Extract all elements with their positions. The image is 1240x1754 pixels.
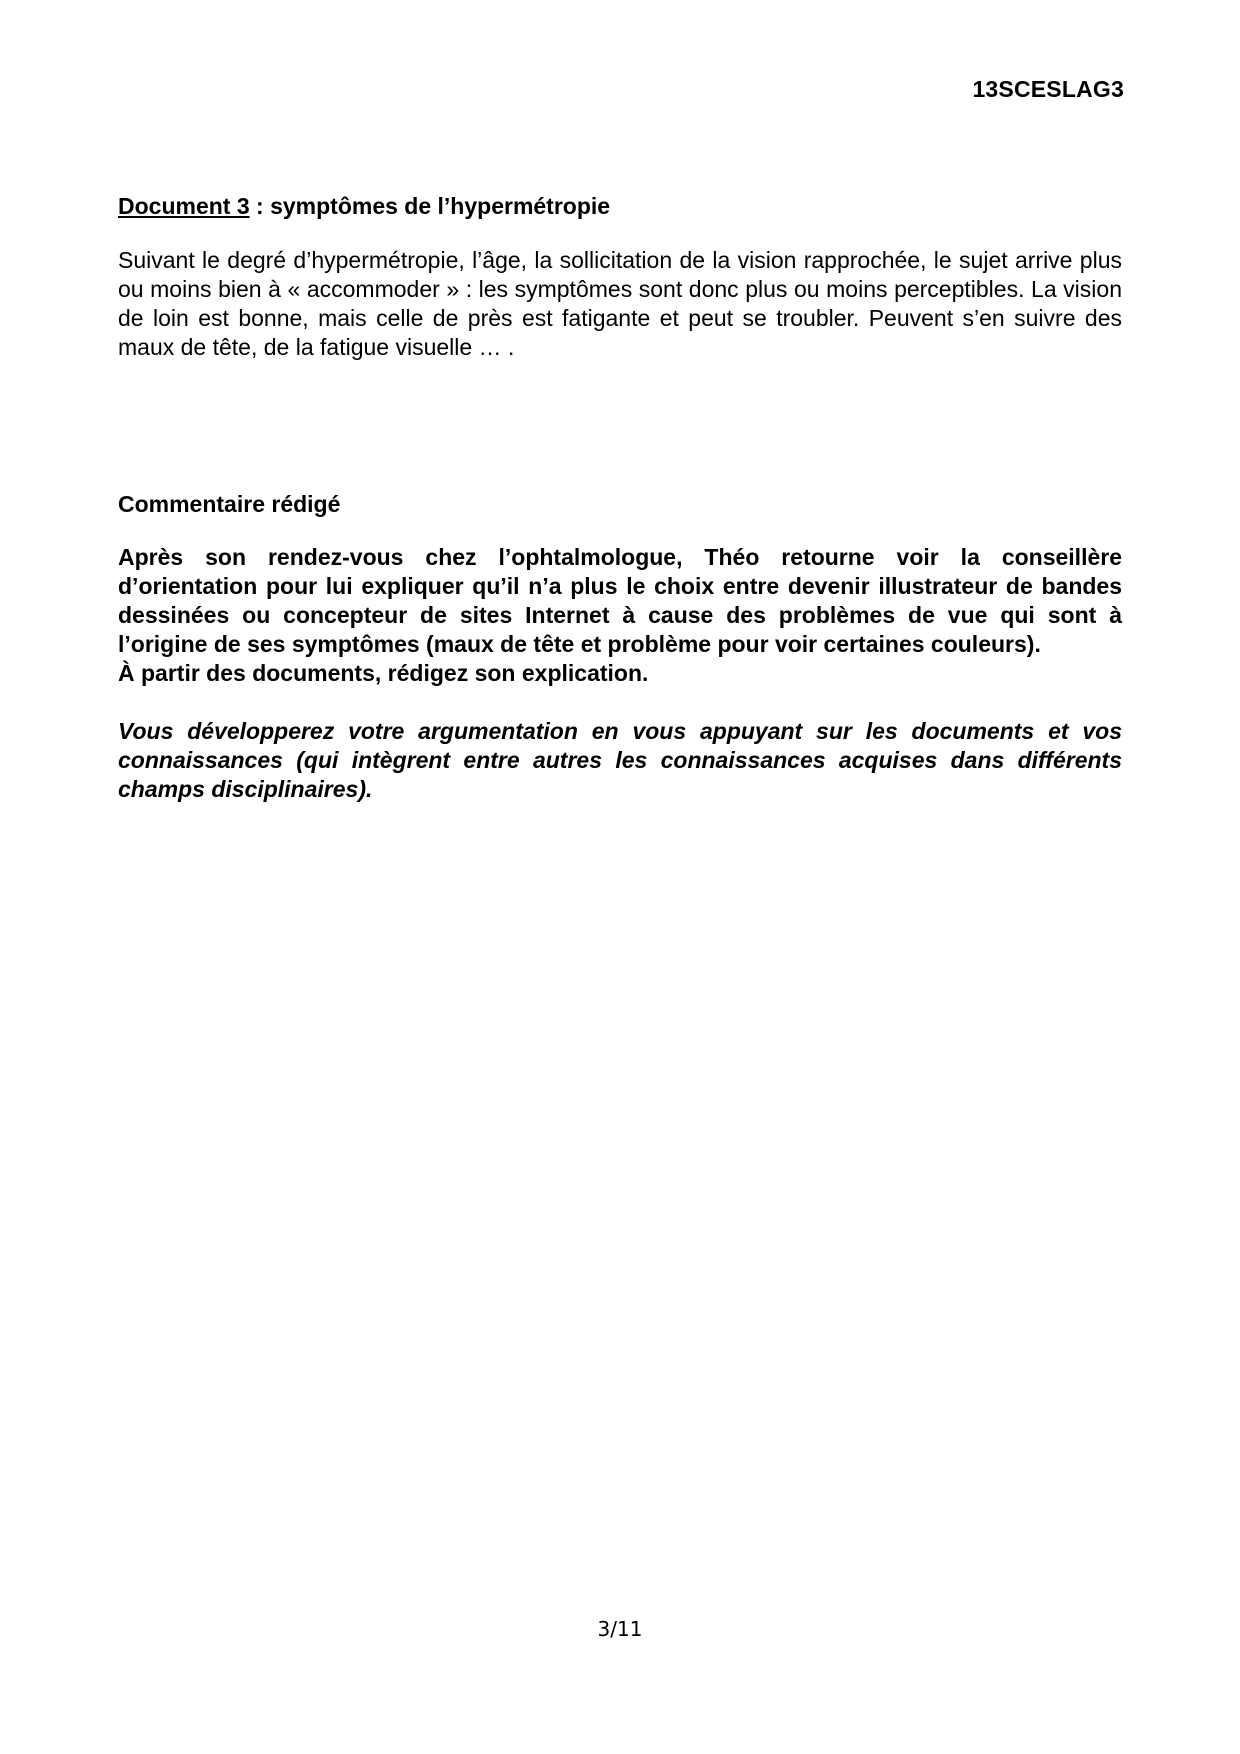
commentaire-situation: Après son rendez-vous chez l’ophtalmologue, Théo retourne voir la conseillère d’orientation pour lui expliquer qu’il n’a plus le choix entre devenir illustrateur de bandes dessinées ou concepteur de sites Internet à cause des problèmes de vue qui sont à l’origine de ses symptômes (maux de tête et problème pour voir certaines couleurs). — [118, 544, 1122, 657]
document-3-title: : symptômes de l’hypermétropie — [249, 193, 611, 219]
page-content — [118, 190, 1122, 804]
commentaire-instruction: Vous développerez votre argumentation en vous appuyant sur les documents et vos connaissances (qui intègrent entre autres les connaissances acquises dans différents champs disciplinaires). — [118, 718, 1122, 802]
commentaire-paragraph — [118, 543, 1122, 688]
document-3-body: Suivant le degré d’hypermétropie, l’âge, la sollicitation de la vision rapprochée, le sujet arrive plus ou moins bien à « accommoder » : les symptômes sont donc plus ou moins perceptibles. La vision de loin est bonne, mais celle de près est fatigante et peut se troubler. Peuvent s’en suivre des maux de tête, de la fatigue visuelle … . — [118, 247, 1122, 360]
commentaire-heading: Commentaire rédigé — [118, 491, 341, 517]
page-number: 3/11 — [597, 1617, 643, 1641]
commentaire-task: À partir des documents, rédigez son explication. — [118, 660, 649, 686]
document-code: 13SCESLAG3 — [972, 76, 1124, 102]
document-3-heading — [118, 190, 1122, 222]
document-3-label: Document 3 — [118, 193, 250, 219]
